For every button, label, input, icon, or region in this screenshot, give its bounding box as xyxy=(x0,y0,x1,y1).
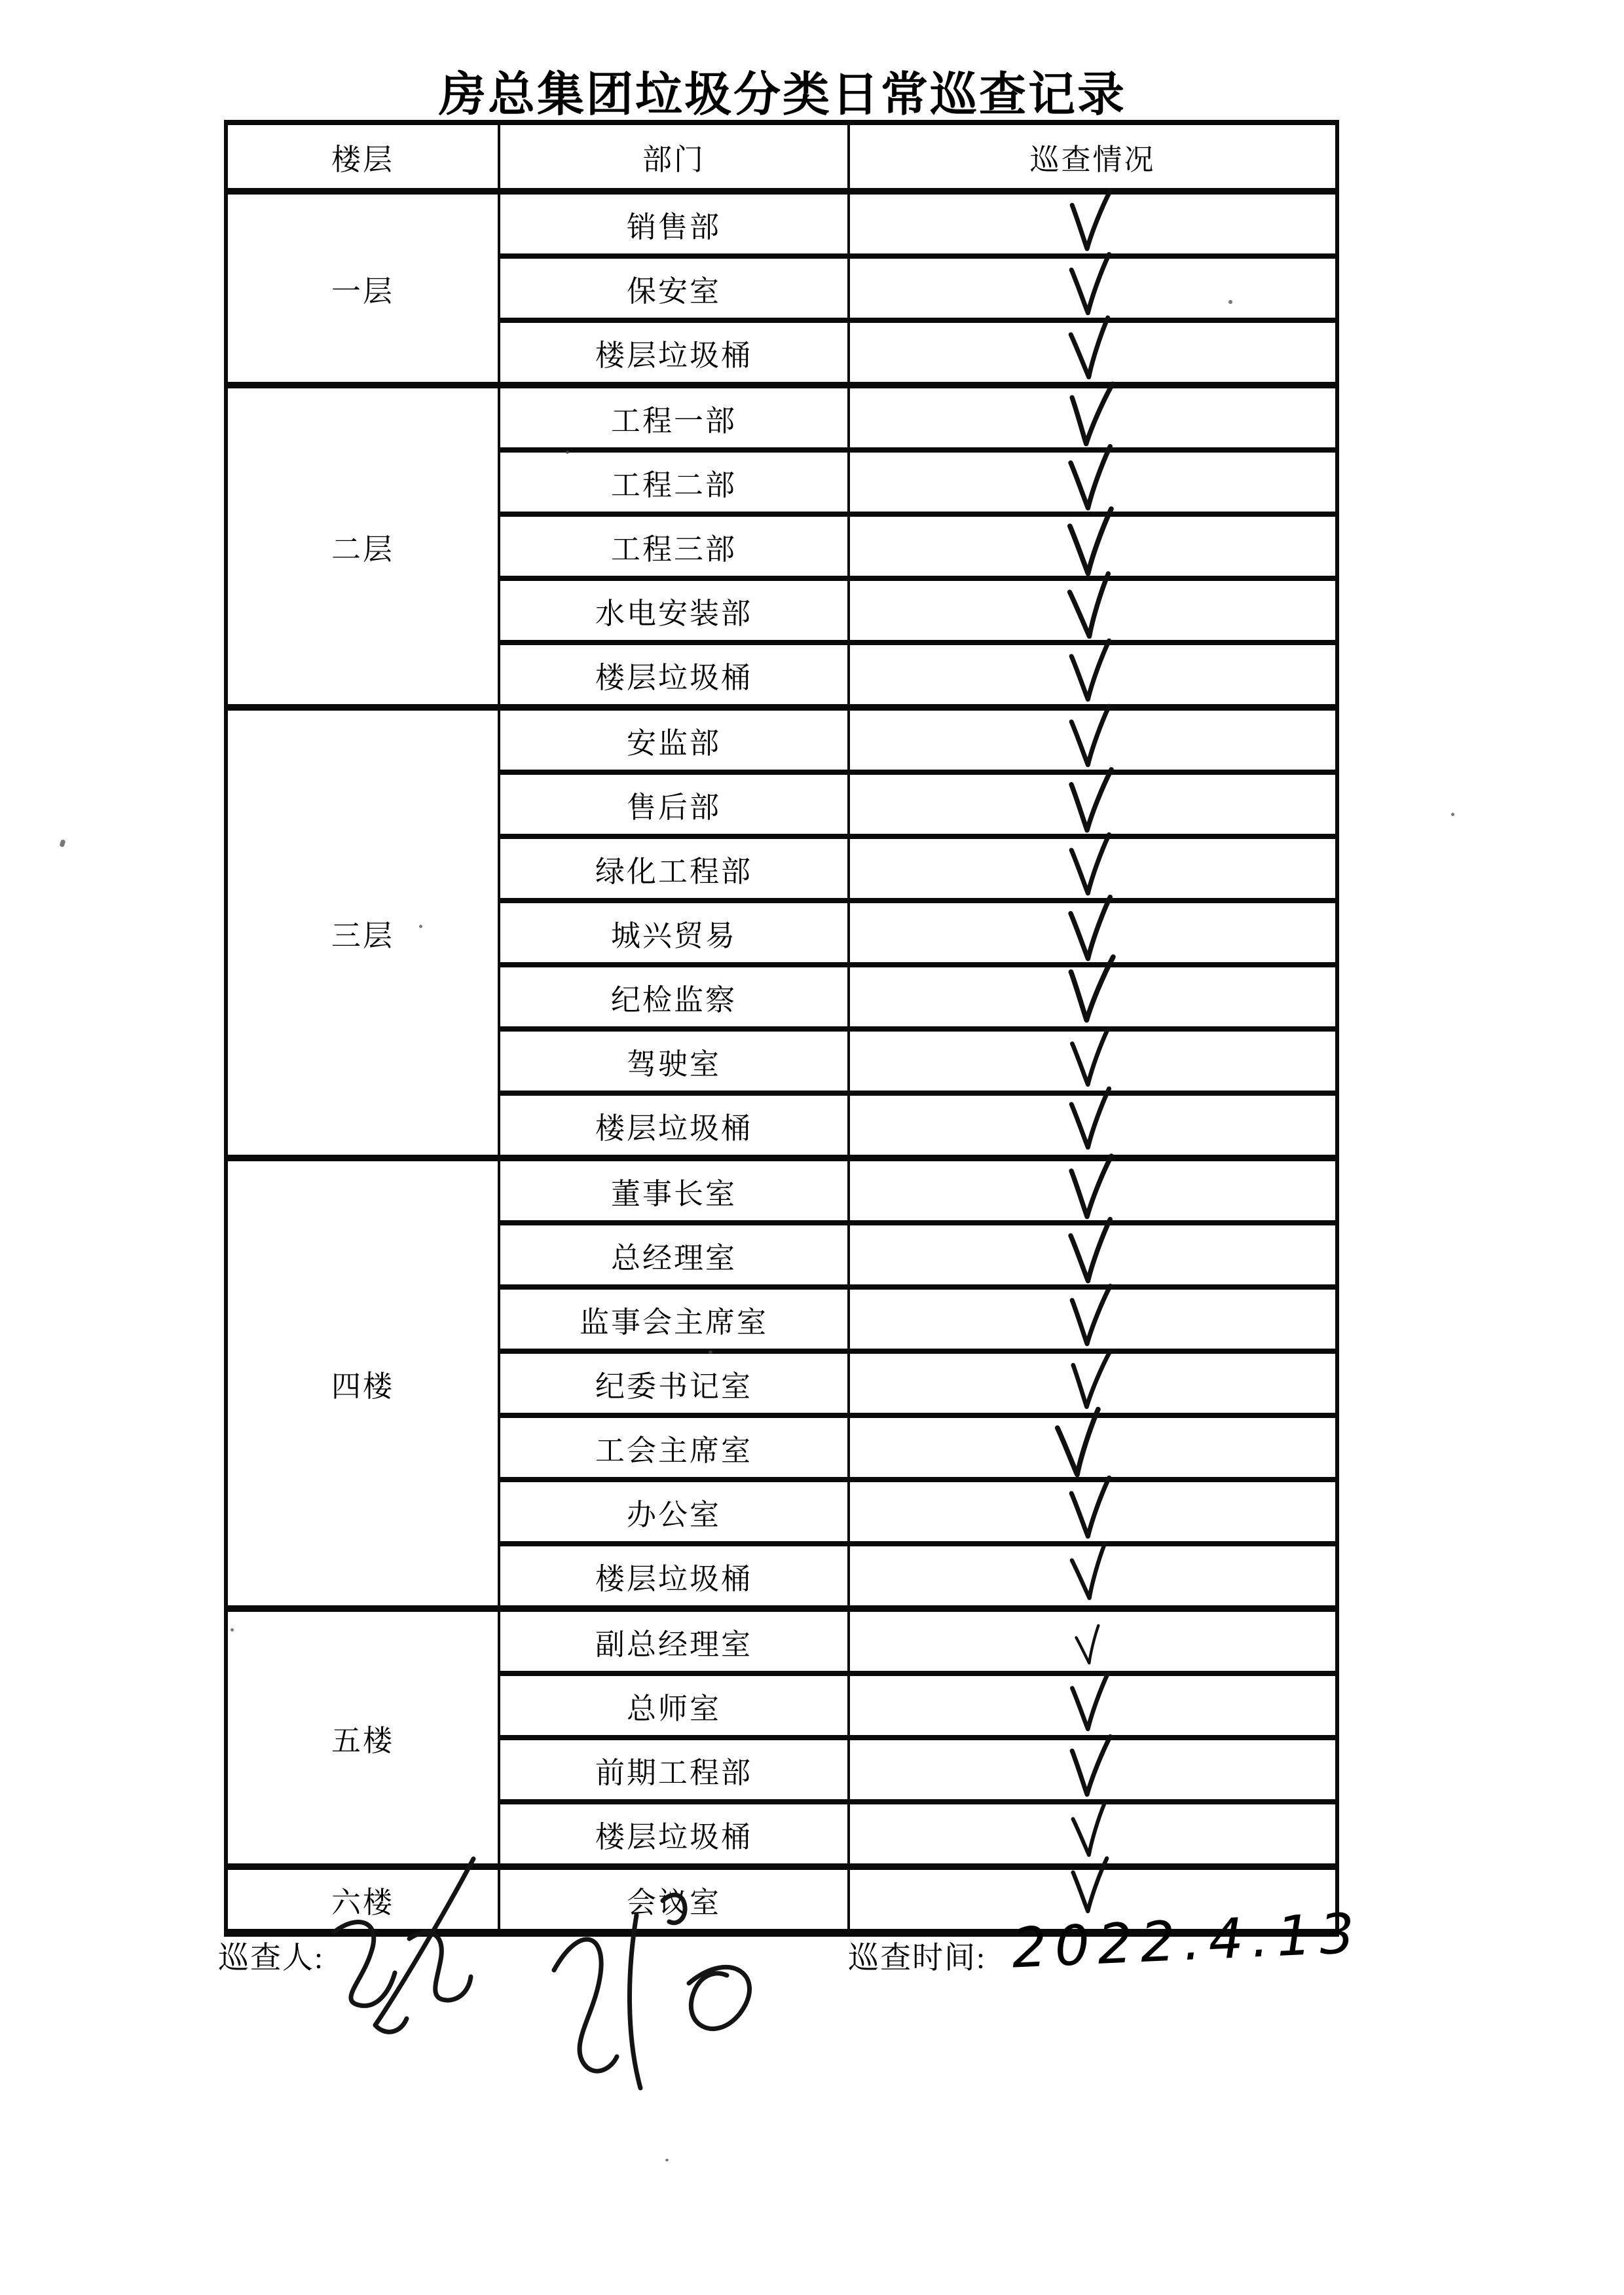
time-label: 巡查时间: xyxy=(848,1941,987,1975)
department-cell: 工程三部 xyxy=(499,514,849,578)
department-cell: 监事会主席室 xyxy=(499,1287,849,1351)
scan-speckle xyxy=(665,2159,669,2161)
table-row xyxy=(226,707,1337,772)
inspection-status-cell xyxy=(849,256,1337,320)
department-cell: 前期工程部 xyxy=(499,1738,849,1802)
inspection-status-cell xyxy=(849,450,1337,514)
floor-cell: 五楼 xyxy=(226,1609,499,1867)
department-cell: 楼层垃圾桶 xyxy=(499,1802,849,1867)
department-cell: 工会主席室 xyxy=(499,1415,849,1480)
header-status: 巡查情况 xyxy=(849,122,1337,191)
department-cell: 售后部 xyxy=(499,772,849,836)
table-body xyxy=(226,191,1337,1933)
floor-cell: 一层 xyxy=(226,191,499,385)
inspection-status-cell xyxy=(849,191,1337,256)
floor-cell: 四楼 xyxy=(226,1158,499,1609)
header-floor: 楼层 xyxy=(226,122,499,191)
checkmark-icon xyxy=(1059,252,1115,325)
inspector-label: 巡查人: xyxy=(218,1941,325,1975)
table-row xyxy=(226,1158,1337,1223)
floor-cell: 二层 xyxy=(226,385,499,707)
department-cell: 副总经理室 xyxy=(499,1609,849,1673)
department-cell: 销售部 xyxy=(499,191,849,256)
department-cell: 楼层垃圾桶 xyxy=(499,1544,849,1609)
inspector-signature-1 xyxy=(298,1854,540,2057)
inspector-signature-2 xyxy=(524,1885,786,2108)
floor-cell: 三层 xyxy=(226,707,499,1158)
department-cell: 纪检监察 xyxy=(499,965,849,1029)
inspection-status-cell xyxy=(849,707,1337,772)
checkmark-icon xyxy=(1059,1086,1115,1159)
department-cell: 工程二部 xyxy=(499,450,849,514)
inspection-status-cell xyxy=(849,1158,1337,1223)
checkmark-icon xyxy=(1058,1282,1116,1357)
department-cell: 工程一部 xyxy=(499,385,849,450)
inspection-date-handwritten: 2022.4.13 xyxy=(1010,1901,1364,1981)
checkmark-icon xyxy=(1059,1541,1114,1611)
inspection-status-cell xyxy=(849,1480,1337,1544)
inspection-status-cell xyxy=(849,1351,1337,1415)
table-row xyxy=(226,385,1337,450)
inspection-status-cell xyxy=(849,643,1337,707)
department-cell: 驾驶室 xyxy=(499,1029,849,1093)
inspection-status-cell xyxy=(849,320,1337,385)
inspection-status-cell xyxy=(849,1223,1337,1287)
scan-speckle xyxy=(231,1628,234,1632)
inspection-status-cell xyxy=(849,1287,1337,1351)
inspection-status-cell xyxy=(849,1415,1337,1480)
department-cell: 保安室 xyxy=(499,256,849,320)
checkmark-icon xyxy=(1059,1475,1115,1548)
table-row xyxy=(226,1609,1337,1673)
header-row xyxy=(226,122,1337,191)
scan-speckle xyxy=(419,925,422,928)
scan-speckle xyxy=(566,451,569,454)
department-cell: 城兴贸易 xyxy=(499,901,849,965)
checkmark-icon xyxy=(1054,951,1120,1035)
checkmark-icon xyxy=(1067,1624,1106,1673)
department-cell: 总师室 xyxy=(499,1673,849,1738)
inspection-status-cell xyxy=(849,772,1337,836)
scan-speckle xyxy=(59,839,65,848)
department-cell: 会议室 xyxy=(499,1867,849,1933)
scan-speckle xyxy=(1228,300,1232,304)
inspection-status-cell xyxy=(849,1029,1337,1093)
department-cell: 安监部 xyxy=(499,707,849,772)
inspection-status-cell xyxy=(849,385,1337,450)
inspection-status-cell xyxy=(849,965,1337,1029)
inspection-table xyxy=(224,120,1339,1937)
checkmark-icon xyxy=(1058,187,1116,262)
checkmark-icon xyxy=(1059,638,1115,711)
department-cell: 楼层垃圾桶 xyxy=(499,643,849,707)
department-cell: 绿化工程部 xyxy=(499,836,849,901)
inspection-status-cell xyxy=(849,836,1337,901)
department-cell: 楼层垃圾桶 xyxy=(499,320,849,385)
department-cell: 办公室 xyxy=(499,1480,849,1544)
inspection-status-cell xyxy=(849,578,1337,643)
scan-speckle xyxy=(709,1351,712,1354)
department-cell: 纪委书记室 xyxy=(499,1351,849,1415)
department-cell: 总经理室 xyxy=(499,1223,849,1287)
floor-cell: 六楼 xyxy=(226,1867,499,1933)
checkmark-icon xyxy=(1060,1671,1114,1740)
checkmark-icon xyxy=(1058,1732,1116,1808)
department-cell: 董事长室 xyxy=(499,1158,849,1223)
inspection-status-cell xyxy=(849,1544,1337,1609)
inspection-status-cell xyxy=(849,1738,1337,1802)
inspection-status-cell xyxy=(849,514,1337,578)
department-cell: 水电安装部 xyxy=(499,578,849,643)
department-cell: 楼层垃圾桶 xyxy=(499,1093,849,1158)
page-title: 房总集团垃圾分类日常巡查记录 xyxy=(438,67,1126,122)
scan-speckle xyxy=(1451,813,1454,816)
inspection-status-cell xyxy=(849,1093,1337,1158)
inspection-status-cell xyxy=(849,1673,1337,1738)
header-department: 部门 xyxy=(499,122,849,191)
inspection-status-cell xyxy=(849,1609,1337,1673)
table-row xyxy=(226,191,1337,256)
